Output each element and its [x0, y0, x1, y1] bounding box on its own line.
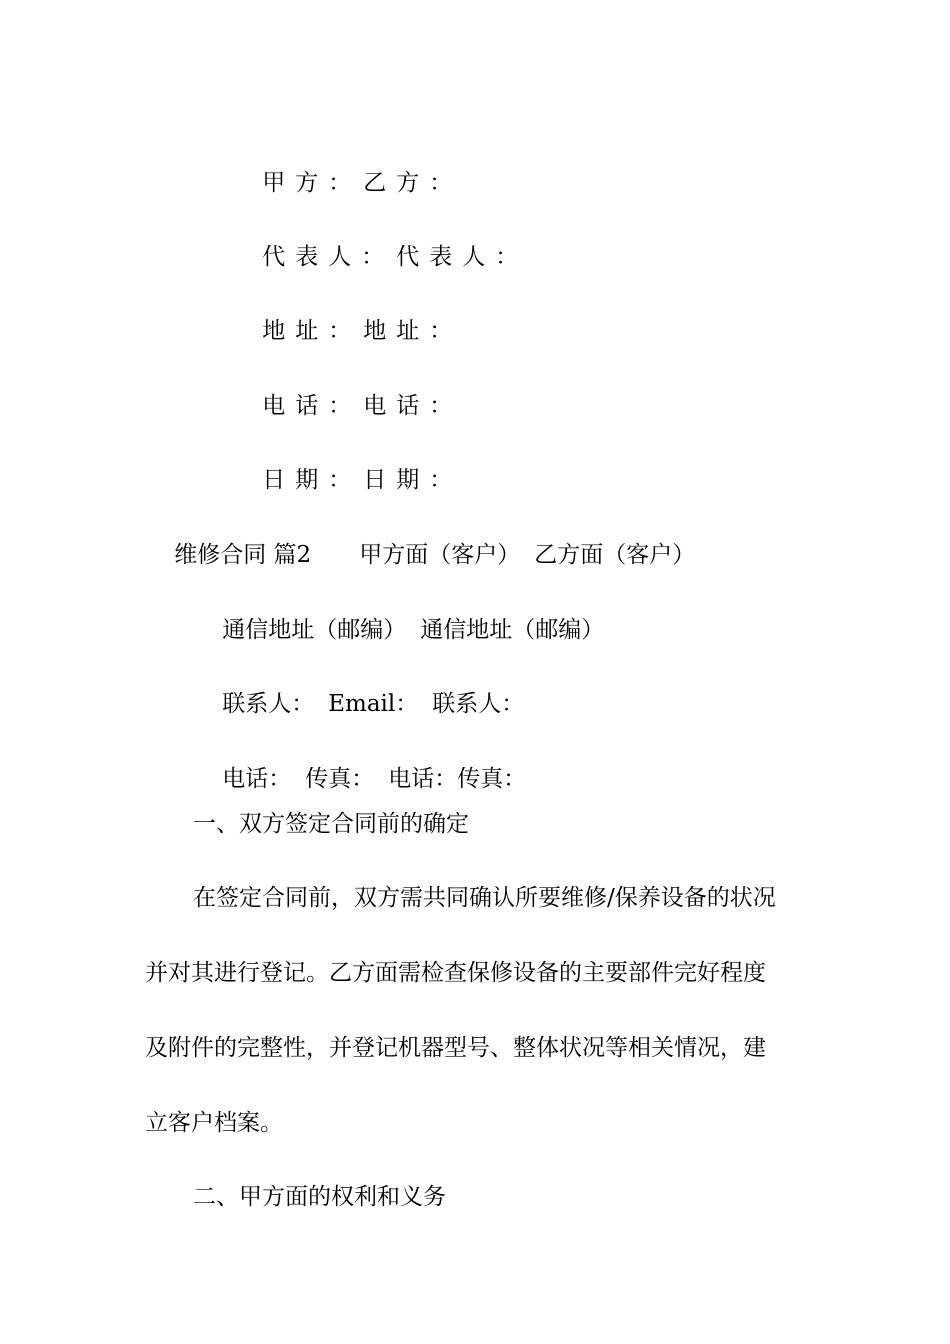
addr-a-label: 地址： — [262, 318, 362, 344]
mail-b-label: 通信地址（邮编） — [420, 617, 605, 643]
addr-b-label: 地址： — [363, 318, 463, 344]
fax-a-label: 传真： — [305, 766, 375, 792]
contact-row — [193, 659, 833, 717]
mailing-address-row — [193, 585, 833, 643]
date-a-label: 日期： — [262, 467, 362, 493]
phone-fax-row — [193, 734, 833, 792]
signature-row-address — [193, 286, 833, 344]
contact-b-label: 联系人： — [432, 691, 525, 717]
party-a-label: 甲方： — [262, 170, 362, 196]
clause2-heading: 二、甲方面的权利和义务 — [193, 1184, 446, 1210]
phone-fax-b-label: 电话：传真： — [388, 766, 527, 792]
section2-title: 维修合同 篇2 — [174, 542, 312, 568]
clause1-paragraph-line: 并对其进行登记。乙方面需检查保修设备的主要部件完好程度 — [145, 960, 766, 986]
section2-header-line — [145, 510, 825, 568]
party-b-label: 乙方： — [363, 170, 463, 196]
clause1-paragraph-line: 及附件的完整性，并登记机器型号、整体状况等相关情况，建 — [145, 1035, 766, 1061]
tel-b-label: 电话： — [363, 393, 463, 419]
rep-a-label: 代表人： — [262, 244, 395, 270]
clause1-paragraph-line: 立客户档案。 — [145, 1110, 283, 1136]
mail-a-label: 通信地址（邮编） — [222, 617, 407, 643]
contact-a-label: 联系人： — [222, 691, 315, 717]
signature-row-phone — [193, 361, 833, 419]
email-label: Email： — [328, 691, 419, 717]
signature-row-party — [193, 138, 833, 196]
signature-row-date — [193, 435, 833, 493]
tel-a-label: 电话： — [262, 393, 362, 419]
date-b-label: 日期： — [363, 467, 463, 493]
clause1-heading: 一、双方签定合同前的确定 — [193, 811, 469, 837]
clause1-paragraph-line: 在签定合同前，双方需共同确认所要维修/保养设备的状况 — [193, 885, 776, 911]
phone-a-label: 电话： — [222, 766, 292, 792]
signature-row-representative — [193, 212, 833, 270]
rep-b-label: 代表人： — [396, 244, 529, 270]
party-b-client-label: 乙方面（客户） — [534, 542, 696, 568]
party-a-client-label: 甲方面（客户） — [359, 542, 521, 568]
